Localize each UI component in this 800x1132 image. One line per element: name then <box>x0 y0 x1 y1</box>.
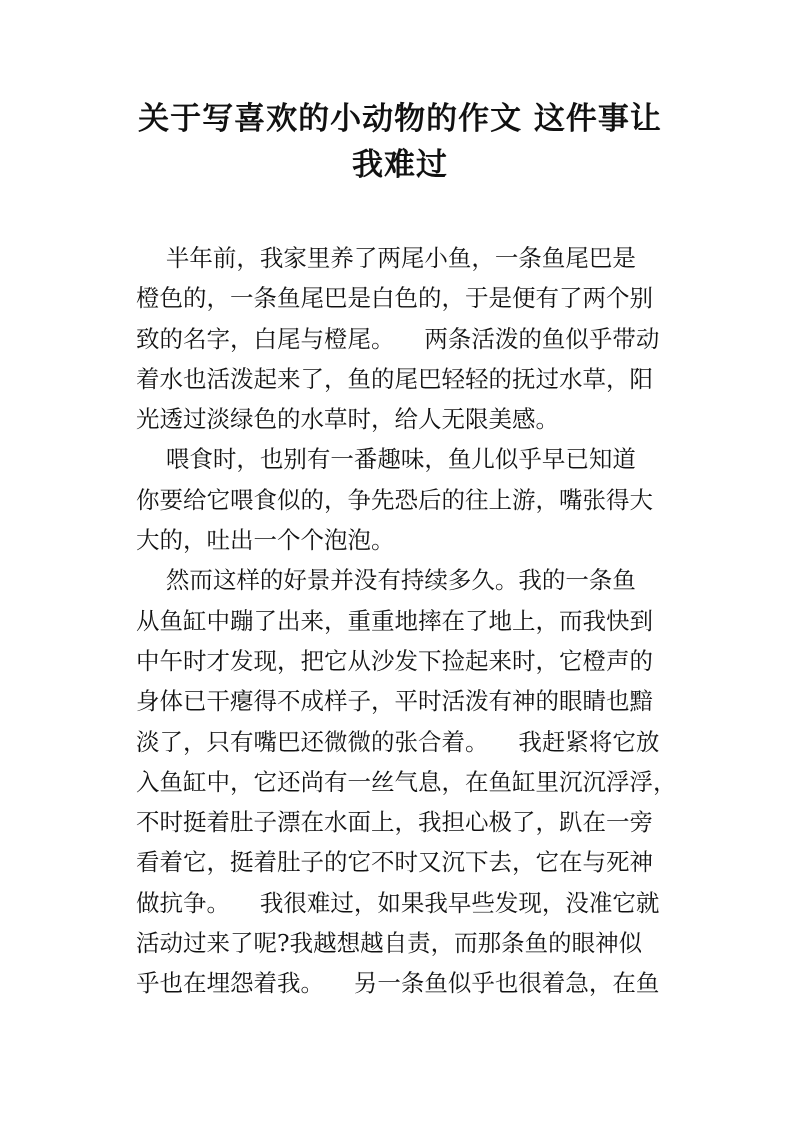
body-line: 大的，吐出一个个泡泡。 <box>136 526 395 555</box>
body-line: 看着它，挺着肚子的它不时又沉下去，它在与死神 <box>136 848 653 877</box>
body-line: 致的名字，白尾与橙尾。 两条活泼的鱼似乎带动 <box>136 324 660 353</box>
body-line: 淡了，只有嘴巴还微微的张合着。 我赶紧将它放 <box>136 727 660 756</box>
body-line: 从鱼缸中蹦了出来，重重地摔在了地上，而我快到 <box>136 606 653 635</box>
body-line: 橙色的，一条鱼尾巴是白色的，于是便有了两个别 <box>136 284 653 313</box>
body-line: 然而这样的好景并没有持续多久。我的一条鱼 <box>136 566 636 595</box>
body-line: 乎也在埋怨着我。 另一条鱼似乎也很着急，在鱼 <box>136 969 660 998</box>
body-line: 身体已干瘪得不成样子，平时活泼有神的眼睛也黯 <box>136 687 653 716</box>
document-title <box>120 96 680 188</box>
body-line: 喂食时，也别有一番趣味，鱼儿似乎早已知道 <box>136 445 636 474</box>
title-line: 关于写喜欢的小动物的作文 这件事让 <box>138 101 662 137</box>
title-line: 我难过 <box>352 147 448 183</box>
body-line: 中午时才发现，把它从沙发下捡起来时，它橙声的 <box>136 646 653 675</box>
document-body <box>136 238 676 1004</box>
body-line: 光透过淡绿色的水草时，给人无限美感。 <box>136 405 559 434</box>
body-line: 半年前，我家里养了两尾小鱼，一条鱼尾巴是 <box>136 244 636 272</box>
body-line: 入鱼缸中，它还尚有一丝气息，在鱼缸里沉沉浮浮， <box>136 767 677 796</box>
body-line: 不时挺着肚子漂在水面上，我担心极了，趴在一旁 <box>136 808 653 837</box>
body-line: 做抗争。 我很难过，如果我早些发现，没准它就 <box>136 888 660 917</box>
body-line: 活动过来了呢?我越想越自责，而那条鱼的眼神似 <box>136 929 643 958</box>
body-line: 着水也活泼起来了，鱼的尾巴轻轻的抚过水草，阳 <box>136 364 653 393</box>
body-line: 你要给它喂食似的，争先恐后的往上游，嘴张得大 <box>136 485 653 514</box>
